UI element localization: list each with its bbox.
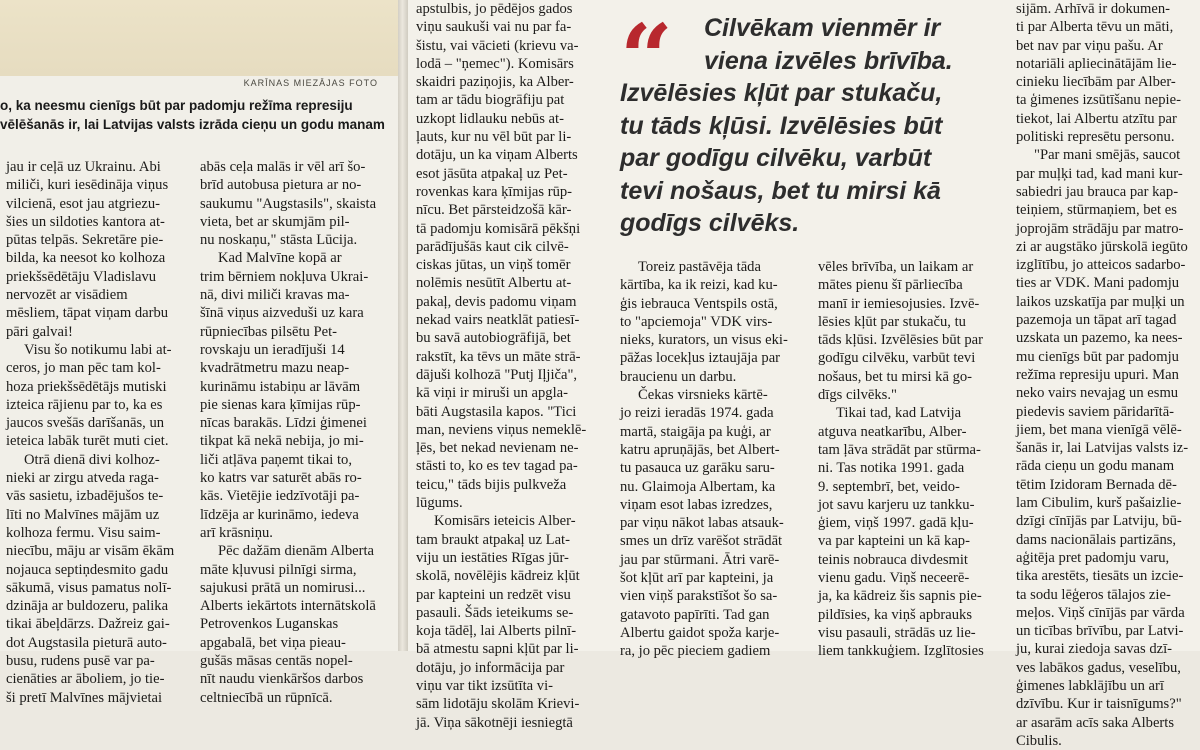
text-line: vieta, bet ar skumjām pil- [200,213,350,230]
text-line: Alberts iekārtots internātskolā [200,598,376,615]
text-line: rovenkas kara ķīmijas rūp- [416,183,573,200]
text-line: viju un iestāties Rīgas jūr- [416,549,569,566]
text-line: tu pasauca uz garāku saru- [620,460,775,477]
text-line: katru apruņājās, bet Albert- [620,441,780,458]
text-line: aģitēja pret padomju varu, [1016,549,1170,566]
text-line: sām lidotāju skolām Krievi- [416,696,580,713]
pull-quote-line: tu tāds kļūsi. Izvēlēsies būt [620,111,943,140]
text-line: pāžas locekļus iztaujāja par [620,350,781,367]
text-line: neko vairs nevajag un esmu [1016,385,1179,402]
text-line: dot Augstasila pieturā auto- [6,634,167,651]
text-line: teinis nobrauca divdesmit [818,551,968,568]
text-line: skolā, novēlējis kādreiz kļūt [416,568,580,585]
text-line: vilcienā, esot jau atgriezu- [6,195,160,212]
text-line: rovskaju un ieradījuši 14 [200,341,345,358]
text-line: politiski represētu personu. [1016,129,1175,146]
article-column-1 [6,158,184,707]
text-line: tiekot, lai Albertu atzītu par [1016,110,1177,127]
text-line: vienu gadu. Viņš neceerē- [818,570,970,587]
text-line: jot savu karjeru uz tankku- [818,496,975,513]
text-line: nīt naudu vienkāršos darbos [200,671,364,688]
text-line: visu pasauli, strādās uz lie- [818,624,976,641]
text-line: šīnā viņus aizveduši uz kara [200,305,364,322]
text-line: dājuši kolhozā "Putj Iļjiča", [416,366,578,383]
text-line: bu savā autobiogrāfijā, bet [416,330,571,347]
text-line: atguva neatkarību, Alber- [818,423,967,440]
text-line: to "apciemoja" VDK virs- [620,313,773,330]
text-line: piedevis saviem pāridarītā- [1016,403,1175,420]
text-line: kurināmu istabiņu ar lāvām [200,378,361,395]
text-line: līti no Malvīnes mājām uz [6,506,160,523]
text-line: Čekas virsnieks kārtē- [638,387,768,404]
text-line: Tikai tad, kad Latvija [836,405,962,422]
text-line: un ticības brīvību, par Latvi- [1016,623,1184,640]
text-line: sajukusi prātā un nomirusi... [200,579,366,596]
text-line: mēsliem, tāpat viņam darbu [6,305,169,322]
text-line: pildīsies, ka viņš apbrauks [818,606,973,623]
text-line: sabiedri jau brauca par kap- [1016,183,1179,200]
pull-quote-line: Izvēlēsies kļūt par stukaču, [620,79,943,107]
text-line: pakaļ, devis padomu viņam [416,293,577,310]
text-line: šot kļūt arī par kapteini, ja [620,570,774,587]
text-line: pazemoja un tāpat arī tagad [1016,312,1177,329]
text-line: uzskata un pazemo, ka nees- [1016,330,1183,347]
text-line: tikpat kā nekā nebija, jo mi- [200,433,364,450]
text-line: uzkopt lidlauku nebūs at- [416,110,564,127]
text-line: ties ar VDK. Mani padomju [1016,275,1180,292]
text-line: godīgu cilvēku, varbūt tevi [818,350,976,367]
text-line: nīcu. Bet pārsteidzošā kār- [416,202,572,219]
text-line: jau par stūrmani. Ātri varē- [620,551,780,568]
text-line: meļos. Viņš cīnījās par vārda [1016,604,1185,621]
text-line: joprojām strādāju par matro- [1016,220,1184,237]
text-line: priekšsēdētāju Vladislavu [6,268,157,285]
pull-quote-line: tevi nošaus, bet tu mirsi kā [620,176,941,205]
text-line: man, neviens viņus nemeklē- [416,421,587,438]
text-line: bet nav par viņu pašu. Ar [1016,37,1163,54]
text-line: lodā – "ņemec"). Komisārs [416,55,574,72]
text-line: tika arestēts, tiesāts un izcie- [1016,568,1184,585]
text-line: tam ļāva strādāt par stūrma- [818,441,981,458]
article-column-2 [200,158,384,707]
text-line: ceros, jo man pēc tam kol- [6,360,161,377]
text-line: kārtība, ka ik reizi, kad ku- [620,277,778,294]
text-line: pasauli. Šāds ieteikums se- [416,604,574,621]
text-line: ģiem, viņš 1997. gadā kļu- [818,515,974,532]
text-line: vēles brīvība, un laikam ar [818,259,974,275]
text-line: 9. septembrī, bet, veido- [818,478,960,495]
text-line: abās ceļa malās ir vēl arī šo- [200,159,366,175]
text-line: dotāju, un ka viņam Alberts [416,147,578,164]
text-line: viņu var tikt izsūtīta vi- [416,677,553,694]
right-page [408,0,1200,749]
text-line: Otrā dienā divi kolhoz- [24,451,160,468]
left-page [0,0,398,706]
text-line: cienāties ar āboliem, jo tie- [6,671,165,688]
article-column-5 [818,258,1002,661]
text-line: kā viņi ir miruši un apgla- [416,385,568,402]
text-line: celtniecībā un rūpnīcā. [200,689,333,706]
text-line: jau ir ceļā uz Ukrainu. Abi [6,159,161,175]
text-line: sākumā, visus pamatus nolī- [6,579,172,596]
text-line: braucienu un darbu. [620,368,737,385]
text-line: ti par Alberta tēvu un māti, [1016,19,1174,36]
text-line: viņu saukuši vai nu par fa- [416,19,572,36]
text-line: jaucos svešās darīšanās, un [6,415,165,432]
text-line: sijām. Arhīvā ir dokumen- [1016,1,1171,17]
text-line: liči atļāva paņemt tikai to, [200,451,352,468]
text-line: esot jāsūta atpakaļ uz Pet- [416,165,568,182]
quote-mark-icon: “ [620,4,673,112]
text-line: skaidri paziņojis, ka Alber- [416,74,574,91]
text-line: kās. Vietējie iedzīvotāji pa- [200,488,360,505]
text-line: cinieku liecībām par Alber- [1016,74,1176,91]
text-line: lam Cibulim, kurš pašaizlie- [1016,495,1182,512]
text-line: viņam esot labas izredzes, [620,496,773,513]
pull-quote-line: godīgs cilvēks. [620,209,800,237]
text-line: izglītību, jo atteicos sadarbo- [1016,257,1186,274]
text-line: dams nacionālais partizāns, [1016,531,1177,548]
text-line: rāda cieņu un godu manam [1016,458,1175,475]
text-line: nu noskaņu," stāsta Lūcija. [200,232,358,249]
text-line: dzīvību. Kur ir taisnīgums?" [1016,696,1182,713]
text-line: parādījušās kaut cik cilvē- [416,238,569,255]
text-line: Toreiz pastāvēja tāda [638,259,761,275]
pull-quote-line: par godīgu cilvēku, varbūt [620,144,932,172]
text-line: dīgs cilvēks." [818,387,897,404]
text-line: bā atmestu sapni kļūt par li- [416,641,579,658]
text-line: nojauca septiņdesmito gadu [6,561,169,578]
text-line: nekad vairs neatklāt patiesī- [416,312,580,329]
text-line: šies un sildoties kantora at- [6,213,165,230]
text-line: lūgums. [416,495,463,512]
text-line: šistu, vai vācieti (krievu va- [416,37,579,54]
text-line: teiņiem, stūrmaņiem, bet es [1016,202,1177,219]
article-photo [0,0,398,76]
photo-credit: KARĪNAS MIEZĀJAS FOTO [243,78,378,88]
text-line: kvadrātmetru mazu neap- [200,360,350,377]
text-line: jā. Viņa sākotnēji iesniegtā [416,714,573,731]
text-line: ko katrs var saturēt abās ro- [200,470,362,487]
text-line: gatavoto papīrīti. Tad gan [620,606,770,623]
text-line: tam ar tādu biogrāfiju pat [416,92,565,109]
text-line: mātes pienu šī pārliecība [818,277,963,294]
text-line: dotāju, jo informācija par [416,659,565,676]
article-column-4 [620,258,804,661]
text-line: ļēs, bet nekad nevienam ne- [416,440,579,457]
text-line: pāri galvai! [6,323,73,340]
text-line: Visu šo notikumu labi at- [24,341,172,358]
text-line: "Par mani smējās, saucot [1034,147,1181,164]
text-line: māte kļuvusi pilnīgi sirma, [200,561,357,578]
text-line: liem tankkuģiem. Izglītosies [818,643,984,660]
text-line: arī krāsniņu. [200,524,273,541]
text-line: gušās māsas centās nopel- [200,653,353,670]
caption-line: o, ka neesmu cienīgs būt par padomju režīma represiju [0,98,353,113]
text-line: ra, jo pēc pieciem gadiem [620,643,771,660]
text-line: miliči, kuri iesēdināja viņus [6,177,169,194]
text-line: tāds kļūsi. Izvēlēsies būt par [818,332,983,349]
text-line: ta ģimenes izsūtīšanu nepie- [1016,92,1181,109]
text-line: dzināja ar buldozeru, palika [6,598,169,615]
text-line: bilda, ka neesot ko kolhoza [6,250,166,267]
text-line: rakstīt, ka tēvs un māte strā- [416,348,581,365]
text-line: ciskas jūtas, un viņš tomēr [416,257,571,274]
text-line: ta sodu lēģeros tālajos zie- [1016,586,1171,603]
text-line: kolhoza fermu. Visu saim- [6,524,161,541]
text-line: nošaus, bet tu mirsi kā go- [818,368,973,385]
text-line: apgabalā, bet viņa pieau- [200,634,346,651]
text-line: Pēc dažām dienām Alberta [218,543,375,560]
text-line: līdzēja ar kurināmo, iedeva [200,506,359,523]
text-line: mu cienīgs būt par padomju [1016,348,1179,365]
text-line: hoza priekšsēdētājs mutiski [6,378,167,395]
text-line: notariāli apliecinātājām lie- [1016,55,1177,72]
text-line: ģis iebrauca Ventspils ostā, [620,295,778,312]
text-line: martā, staigāja pa kuģi, ar [620,423,771,440]
text-line: vās sasietu, izbadējušos te- [6,488,164,505]
text-line: ju, kurai ziedoja savas dzī- [1016,641,1173,658]
text-line: stāsti to, ko es tev tagad pa- [416,458,578,475]
text-line: Kad Malvīne kopā ar [218,250,342,267]
text-line: Albertu gaidot spoža karje- [620,624,780,641]
text-line: ar asarām acīs saka Alberts [1016,714,1175,731]
text-line: niecību, māju ar visām ēkām [6,543,175,560]
text-line: dzīgi cīnījās par Latviju, bū- [1016,513,1182,530]
text-line: smes un drīz varēšot strādāt [620,533,783,550]
text-line: brīd autobusa pietura ar no- [200,177,362,194]
text-line: par kapteini un redzēt visu [416,586,571,603]
text-line: par muļķi tad, kad mani kur- [1016,165,1183,182]
text-line: teicu," tāds bijis pulkveža [416,476,567,493]
text-line: Cibulis. [1016,732,1062,749]
text-line: pie sienas kara ķīmijas rūp- [200,396,361,413]
text-line: nolēmis nesūtīt Albertu at- [416,275,572,292]
text-line: lēsies kļūt par stukaču, tu [818,313,966,330]
text-line: tikai ābeļdārzs. Dažreiz gai- [6,616,170,633]
text-line: laikos uzskatīja par muļķi un [1016,293,1185,310]
text-line: ģimenes labklājību un arī [1016,677,1164,694]
text-line: tam braukt atpakaļ uz Lat- [416,531,570,548]
text-line: busu, rudens pusē var pa- [6,653,155,670]
text-line: ja, ka kādreiz šis sapnis pie- [818,588,982,605]
text-line: jo reizi ieradās 1974. gada [620,405,774,422]
text-line: vien viņš parakstīšot šo sa- [620,588,778,605]
photo-caption [0,96,398,134]
pull-quote-line: viena izvēles brīvība. [704,46,953,75]
text-line: tā padomju komisārā pēkšņi [416,220,581,237]
pull-quote [620,4,1000,240]
article-column-3 [416,0,604,732]
text-line: par viņu nākot labas atsauk- [620,515,784,532]
text-line: Komisārs ieteicis Alber- [434,513,576,530]
text-line: jiem, bet mana vienīgā vēlē- [1016,421,1182,438]
text-line: ni. Tas notika 1991. gada [818,460,965,477]
text-line: nervozēt ar visādiem [6,287,128,304]
text-line: nieki ar zirgu atveda raga- [6,470,159,487]
text-line: va par kapteini un kā kap- [818,533,970,550]
text-line: trim bērniem nokļuva Ukrai- [200,268,369,285]
text-line: nīcas barakās. Līdzi ģimenei [200,415,367,432]
text-line: pūtas telpās. Sekretāre pie- [6,232,164,249]
article-column-6 [1016,0,1192,750]
text-line: nu. Glaimoja Albertam, ka [620,478,776,495]
text-line: zi ar augstāko jūrskolā iegūto [1016,238,1188,255]
text-line: ļauts, kur nu vēl būt par li- [416,129,572,146]
page-gutter [398,0,408,651]
caption-line: vēlēšanās ir, lai Latvijas valsts izrāda cieņu un godu manam [0,117,385,132]
text-line: ši pretī Malvīnes mājvietai [6,689,163,706]
text-line: apstulbis, jo pēdējos gados [416,1,573,17]
text-line: nā, divi miliči kravas ma- [200,287,350,304]
text-line: ieteica labāk turēt muti ciet. [6,433,169,450]
text-line: bāti Augstasila kapos. "Tici [416,403,577,420]
text-line: ves labākos gadus, veselību, [1016,659,1181,676]
pull-quote-line: Cilvēkam vienmēr ir [704,14,941,42]
text-line: izteica rājienu par to, ka es [6,396,163,413]
text-line: manī ir iemiesojusies. Izvē- [818,295,980,312]
text-line: saukumu "Augstasils", skaista [200,195,377,212]
text-line: tētim Izidoram Bernada dē- [1016,476,1177,493]
text-line: koja tādēļ, lai Alberts pilnī- [416,623,577,640]
text-line: nieks, kurators, un visus eki- [620,332,788,349]
text-line: režīma represiju upuri. Man [1016,366,1179,383]
text-line: rūpniecības pilsētu Pet- [200,323,337,340]
text-line: šanās ir, lai Latvijas valsts iz- [1016,440,1189,457]
text-line: Petrovenkos Luganskas [200,616,339,633]
